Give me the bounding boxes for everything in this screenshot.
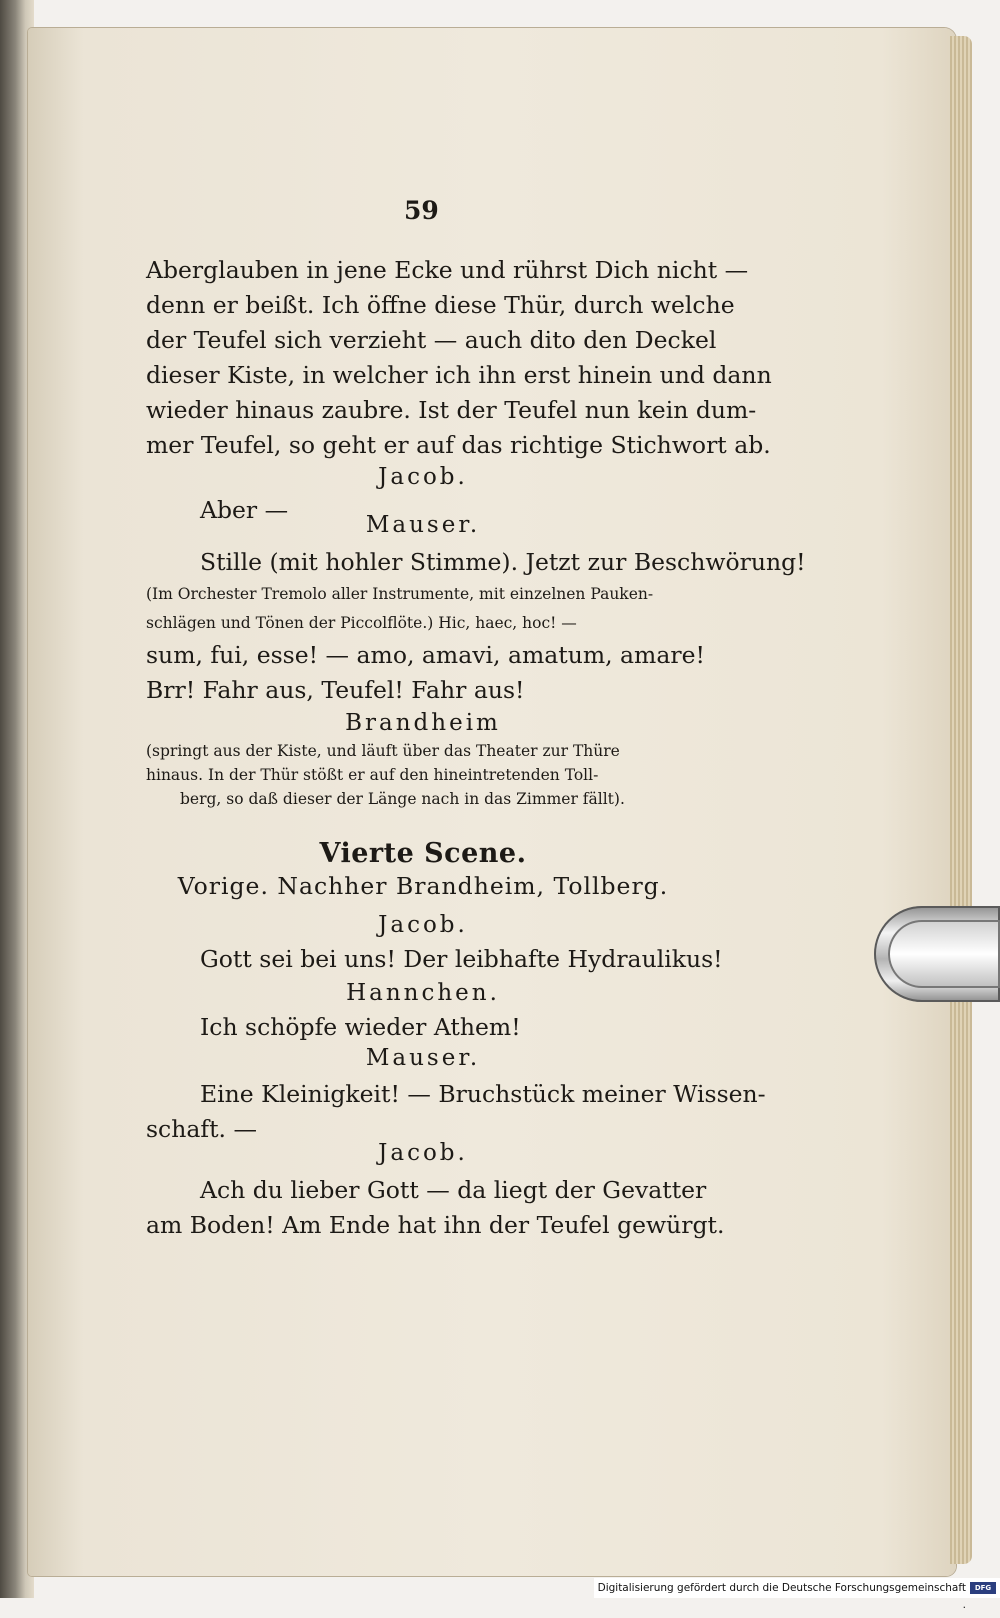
page-number: 59: [404, 196, 439, 225]
stage-direction: (springt aus der Kiste, und läuft über das Theater zur Thüre: [146, 742, 620, 760]
stage-direction: hinaus. In der Thür stößt er auf den hineintretenden Toll-: [146, 766, 599, 784]
credit-text: Digitalisierung gefördert durch die Deutsche Forschungsgemeinschaft ·: [597, 1582, 966, 1614]
speaker-name: Jacob.: [378, 464, 468, 490]
text-line: denn er beißt. Ich öffne diese Thür, durch welche: [146, 291, 735, 319]
dialogue-line: sum, fui, esse! — amo, amavi, amatum, amare!: [146, 641, 705, 669]
speaker-name: Jacob.: [378, 912, 468, 938]
paper-clip: [874, 906, 1000, 1002]
speaker-name: Hannchen.: [346, 980, 500, 1006]
speaker-name: Mauser.: [365, 512, 481, 538]
dialogue-line: Gott sei bei uns! Der leibhafte Hydraulikus!: [200, 945, 723, 973]
digitization-credit: [594, 1578, 1000, 1614]
dialogue-line: Eine Kleinigkeit! — Bruchstück meiner Wissen-: [200, 1080, 766, 1108]
stage-direction: (Im Orchester Tremolo aller Instrumente, mit einzelnen Pauken-: [146, 585, 654, 603]
dialogue-line: Stille (mit hohler Stimme). Jetzt zur Beschwörung!: [200, 548, 806, 576]
text-line: dieser Kiste, in welcher ich ihn erst hinein und dann: [146, 361, 772, 389]
text-line: mer Teufel, so geht er auf das richtige Stichwort ab.: [146, 431, 771, 459]
dialogue-line: Ich schöpfe wieder Athem!: [200, 1013, 521, 1041]
speaker-name: Brandheim: [345, 710, 501, 736]
text-line: wieder hinaus zaubre. Ist der Teufel nun kein dum-: [146, 396, 757, 424]
page-stack-edge: [950, 36, 972, 1564]
text-line: der Teufel sich verzieht — auch dito den Deckel: [146, 326, 717, 354]
scene-persons: Vorige. Nachher Brandheim, Tollberg.: [177, 872, 669, 900]
scene-heading: Vierte Scene.: [319, 838, 527, 869]
speaker-name: Jacob.: [378, 1140, 468, 1166]
dialogue-line: am Boden! Am Ende hat ihn der Teufel gewürgt.: [146, 1211, 725, 1239]
dialogue-line: Ach du lieber Gott — da liegt der Gevatter: [200, 1176, 707, 1204]
dialogue-line: Aber —: [200, 496, 289, 524]
dfg-logo: DFG: [970, 1582, 996, 1594]
speaker-name: Mauser.: [365, 1045, 481, 1071]
stage-direction: berg, so daß dieser der Länge nach in das Zimmer fällt).: [180, 790, 625, 808]
dialogue-line: Brr! Fahr aus, Teufel! Fahr aus!: [146, 676, 525, 704]
text-line: Aberglauben in jene Ecke und rührst Dich nicht —: [146, 256, 749, 284]
stage-direction: schlägen und Tönen der Piccolflöte.) Hic, haec, hoc! —: [146, 614, 577, 632]
dialogue-line: schaft. —: [146, 1115, 257, 1143]
